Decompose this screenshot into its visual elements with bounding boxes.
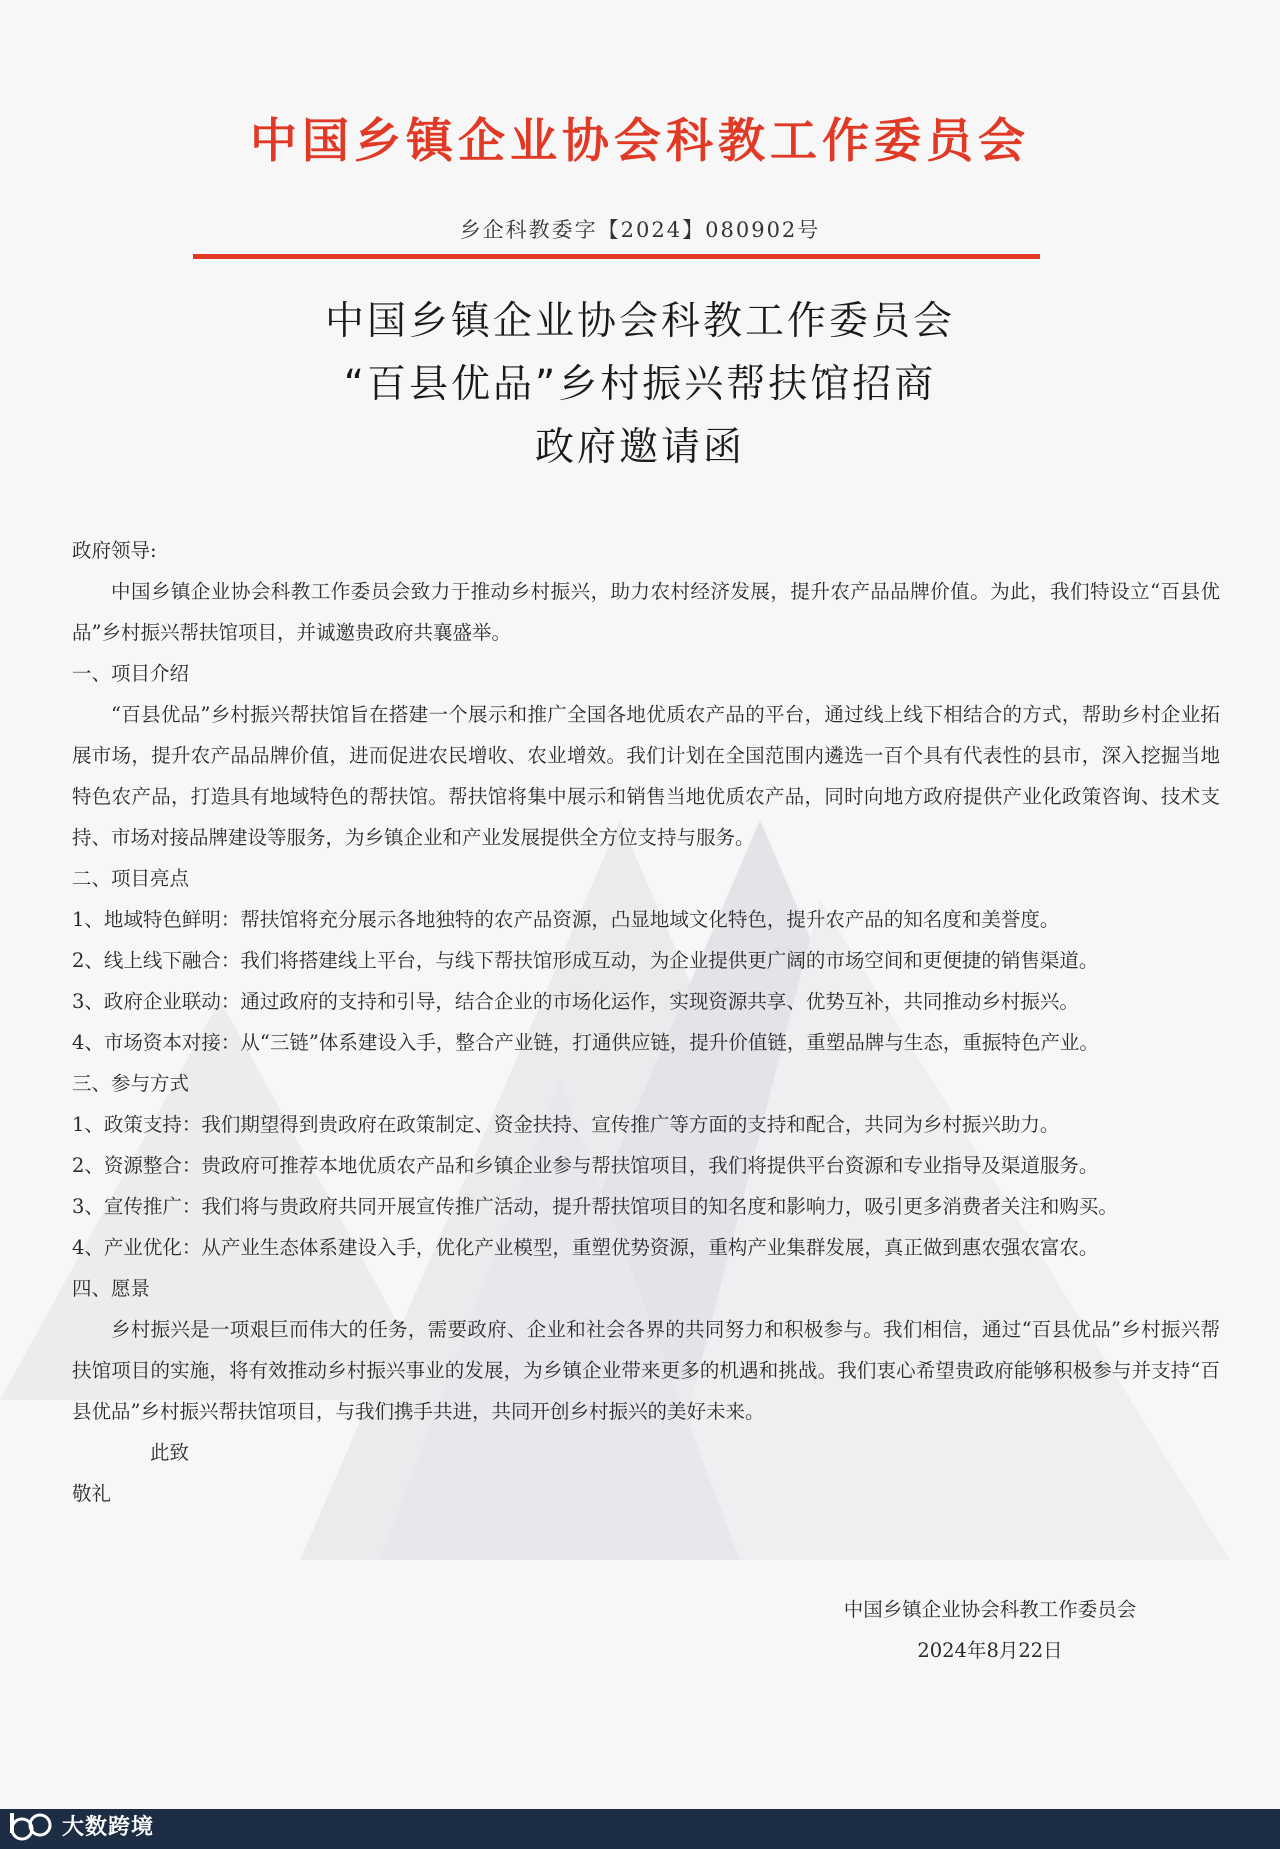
closing-line: 此致	[150, 1441, 190, 1464]
salutation: 政府领导:	[72, 539, 157, 562]
signature-org: 中国乡镇企业协会科教工作委员会	[843, 1598, 1137, 1621]
section-heading: 三、参与方式	[72, 1072, 190, 1095]
signature-date: 2024年8月22日	[917, 1639, 1063, 1662]
letter-body	[72, 530, 1220, 1514]
watermark-text: 大数跨境	[62, 1815, 155, 1840]
closing-line: 敬礼	[72, 1482, 112, 1505]
list-item: 3、宣传推广：我们将与贵政府共同开展宣传推广活动，提升帮扶馆项目的知名度和影响力，吸引更多消费者关注和购买。	[72, 1195, 1118, 1218]
list-item: 1、地域特色鲜明：帮扶馆将充分展示各地独特的农产品资源，凸显地域文化特色，提升农产品的知名度和美誉度。	[72, 908, 1060, 931]
title-line-1: 中国乡镇企业协会科教工作委员会	[324, 299, 955, 344]
list-item: 2、资源整合：贵政府可推荐本地优质农产品和乡镇企业参与帮扶馆项目，我们将提供平台资源和专业指导及渠道服务。	[72, 1154, 1099, 1177]
intro-paragraph: 中国乡镇企业协会科教工作委员会致力于推动乡村振兴，助力农村经济发展，提升农产品品牌价值。为此，我们特设立“百县优品”乡村振兴帮扶馆项目，并诚邀贵政府共襄盛举。	[72, 580, 1220, 644]
section-paragraph: “百县优品”乡村振兴帮扶馆旨在搭建一个展示和推广全国各地优质农产品的平台，通过线上线下相结合的方式，帮助乡村企业拓展市场，提升农产品品牌价值，进而促进农民增收、农业增效。我们计划在全国范围内遴选一百个具有代表性的县市，深入挖掘当地特色农产品，打造具有地域特色的帮扶馆。帮扶馆将集中展示和销售当地优质农产品，同时向地方政府提供产业化政策咨询、技术支持、市场对接品牌建设等服务，为乡镇企业和产业发展提供全方位支持与服务。	[72, 703, 1220, 849]
title-line-2: “百县优品”乡村振兴帮扶馆招商	[343, 362, 937, 407]
list-item: 1、政策支持：我们期望得到贵政府在政策制定、资金扶持、宣传推广等方面的支持和配合，共同为乡村振兴助力。	[72, 1113, 1060, 1136]
list-item: 3、政府企业联动：通过政府的支持和引导，结合企业的市场化运作，实现资源共享、优势互补，共同推动乡村振兴。	[72, 990, 1079, 1013]
section-heading: 一、项目介绍	[72, 662, 190, 685]
document-number: 乡企科教委字【2024】080902号	[459, 218, 821, 242]
document-title	[0, 290, 1280, 479]
signature-block	[800, 1589, 1180, 1671]
section-heading: 二、项目亮点	[72, 867, 190, 890]
title-line-3: 政府邀请函	[534, 425, 745, 470]
section-heading: 四、愿景	[72, 1277, 151, 1300]
section-paragraph: 乡村振兴是一项艰巨而伟大的任务，需要政府、企业和社会各界的共同努力和积极参与。我们相信，通过“百县优品”乡村振兴帮扶馆项目的实施，将有效推动乡村振兴事业的发展，为乡镇企业带来更多的机遇和挑战。我们衷心希望贵政府能够积极参与并支持“百县优品”乡村振兴帮扶馆项目，与我们携手共进，共同开创乡村振兴的美好未来。	[72, 1318, 1220, 1423]
list-item: 4、产业优化：从产业生态体系建设入手，优化产业模型，重塑优势资源，重构产业集群发展，真正做到惠农强农富农。	[72, 1236, 1099, 1259]
list-item: 2、线上线下融合：我们将搭建线上平台，与线下帮扶馆形成互动，为企业提供更广阔的市场空间和更便捷的销售渠道。	[72, 949, 1099, 972]
list-item: 4、市场资本对接：从“三链”体系建设入手，整合产业链，打通供应链，提升价值链，重塑品牌与生态，重振特色产业。	[72, 1031, 1099, 1054]
letterhead-org-name: 中国乡镇企业协会科教工作委员会	[250, 114, 1030, 169]
letterhead-divider	[193, 254, 1040, 259]
